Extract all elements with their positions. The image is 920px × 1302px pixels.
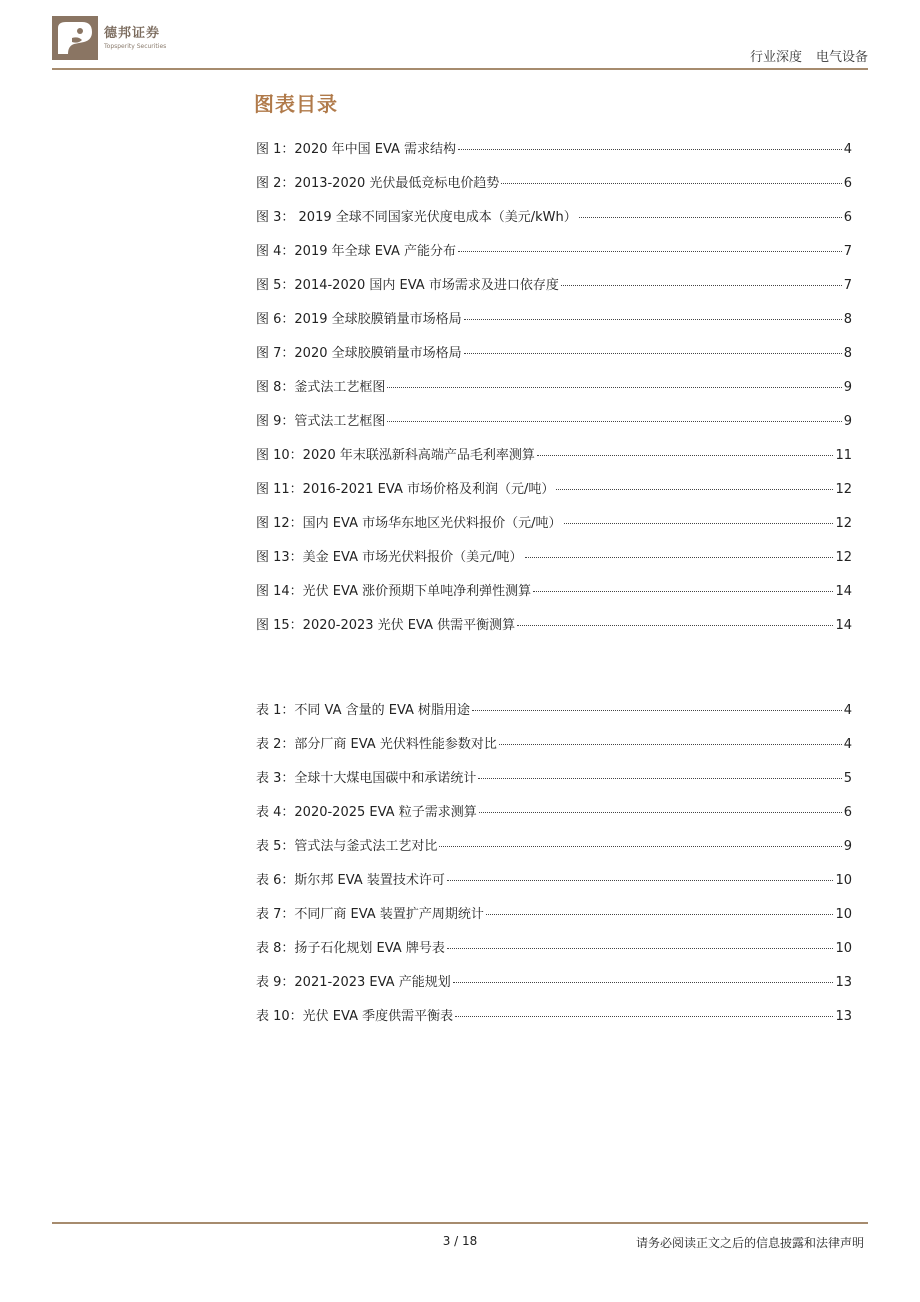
toc-dot-leader xyxy=(387,387,841,388)
toc-entry-page: 9 xyxy=(843,839,852,854)
footer-divider xyxy=(52,1222,868,1224)
toc-figure-entry[interactable] xyxy=(256,614,852,648)
toc-dot-leader xyxy=(439,846,841,847)
toc-entry-page: 5 xyxy=(843,771,852,786)
toc-entry-label: 图 7：2020 全球胶膜销量市场格局 xyxy=(256,346,462,361)
toc-dot-leader xyxy=(464,319,842,320)
header-divider xyxy=(52,68,868,70)
toc-entry-label: 表 7：不同厂商 EVA 装置扩产周期统计 xyxy=(256,907,484,922)
toc-dot-leader xyxy=(537,455,834,456)
toc-entry-label: 图 2：2013-2020 光伏最低竞标电价趋势 xyxy=(256,176,500,191)
toc-table-entry[interactable] xyxy=(256,937,852,971)
toc-entry-page: 14 xyxy=(835,584,852,599)
toc-entry-label: 图 8：釜式法工艺框图 xyxy=(256,380,386,395)
toc-dot-leader xyxy=(525,557,834,558)
toc-entry-label: 图 15：2020-2023 光伏 EVA 供需平衡测算 xyxy=(256,618,516,633)
toc-entry-page: 11 xyxy=(835,448,852,463)
toc-figure-entry[interactable] xyxy=(256,444,852,478)
toc-dot-leader xyxy=(447,948,834,949)
toc-entry-page: 7 xyxy=(843,278,852,293)
toc-entry-page: 8 xyxy=(843,312,852,327)
toc-dot-leader xyxy=(479,812,842,813)
toc-figure-entry[interactable] xyxy=(256,512,852,546)
toc-figure-entry[interactable] xyxy=(256,172,852,206)
toc-entry-label: 表 4：2020-2025 EVA 粒子需求测算 xyxy=(256,805,477,820)
toc-figure-entry[interactable] xyxy=(256,478,852,512)
toc-table-entry[interactable] xyxy=(256,971,852,1005)
toc-entry-label: 图 1：2020 年中国 EVA 需求结构 xyxy=(256,142,457,157)
toc-entry-page: 10 xyxy=(835,873,852,888)
toc-dot-leader xyxy=(472,710,842,711)
toc-figure-entry[interactable] xyxy=(256,274,852,308)
toc-title: 图表目录 xyxy=(254,92,338,116)
toc-entry-label: 表 3：全球十大煤电国碳中和承诺统计 xyxy=(256,771,477,786)
report-category xyxy=(750,46,868,65)
logo-emblem-icon xyxy=(52,16,98,60)
toc-table-entry[interactable] xyxy=(256,1005,852,1039)
toc-dot-leader xyxy=(499,744,842,745)
toc-entry-label: 图 13：美金 EVA 市场光伏料报价（美元/吨） xyxy=(256,550,523,565)
toc-entry-label: 表 8：扬子石化规划 EVA 牌号表 xyxy=(256,941,445,956)
report-sector: 电气设备 xyxy=(815,50,868,65)
toc-entry-page: 4 xyxy=(843,703,852,718)
toc-entry-page: 13 xyxy=(835,975,852,990)
toc-entry-page: 6 xyxy=(843,176,852,191)
toc-dot-leader xyxy=(464,353,842,354)
toc-entry-page: 8 xyxy=(843,346,852,361)
toc-figure-entry[interactable] xyxy=(256,138,852,172)
toc-dot-leader xyxy=(455,1016,833,1017)
toc-entry-page: 4 xyxy=(843,142,852,157)
disclaimer-text: 请务必阅读正文之后的信息披露和法律声明 xyxy=(635,1236,864,1250)
toc-table-entry[interactable] xyxy=(256,903,852,937)
toc-entry-label: 图 6：2019 全球胶膜销量市场格局 xyxy=(256,312,462,327)
toc-entry-page: 4 xyxy=(843,737,852,752)
toc-dot-leader xyxy=(556,489,833,490)
toc-dot-leader xyxy=(458,251,842,252)
report-type: 行业深度 xyxy=(749,50,802,65)
company-logo xyxy=(52,14,182,62)
toc-figure-entry[interactable] xyxy=(256,546,852,580)
logo-chinese-name: 德邦证券 xyxy=(104,25,161,41)
toc-entry-page: 13 xyxy=(835,1009,852,1024)
toc-table-entry[interactable] xyxy=(256,801,852,835)
figure-list xyxy=(256,138,852,648)
toc-entry-label: 表 10：光伏 EVA 季度供需平衡表 xyxy=(256,1009,454,1024)
toc-figure-entry[interactable] xyxy=(256,206,852,240)
toc-entry-page: 10 xyxy=(835,907,852,922)
toc-figure-entry[interactable] xyxy=(256,580,852,614)
toc-entry-label: 图 4：2019 年全球 EVA 产能分布 xyxy=(256,244,457,259)
toc-figure-entry[interactable] xyxy=(256,308,852,342)
table-list xyxy=(256,699,852,1039)
toc-dot-leader xyxy=(478,778,841,779)
toc-figure-entry[interactable] xyxy=(256,376,852,410)
toc-dot-leader xyxy=(533,591,833,592)
toc-dot-leader xyxy=(501,183,841,184)
toc-entry-page: 14 xyxy=(835,618,852,633)
toc-entry-label: 表 9：2021-2023 EVA 产能规划 xyxy=(256,975,451,990)
toc-figure-entry[interactable] xyxy=(256,240,852,274)
toc-entry-label: 图 12：国内 EVA 市场华东地区光伏料报价（元/吨） xyxy=(256,516,562,531)
toc-entry-label: 图 14：光伏 EVA 涨价预期下单吨净利弹性测算 xyxy=(256,584,532,599)
page-number: 3 / 18 xyxy=(442,1234,478,1248)
toc-dot-leader xyxy=(579,217,842,218)
toc-entry-page: 12 xyxy=(835,550,852,565)
toc-figure-entry[interactable] xyxy=(256,342,852,376)
toc-dot-leader xyxy=(387,421,841,422)
toc-entry-label: 图 10：2020 年末联泓新科高端产品毛利率测算 xyxy=(256,448,535,463)
toc-entry-label: 表 5：管式法与釜式法工艺对比 xyxy=(256,839,438,854)
toc-entry-page: 6 xyxy=(843,805,852,820)
toc-entry-label: 表 1：不同 VA 含量的 EVA 树脂用途 xyxy=(256,703,471,718)
toc-table-entry[interactable] xyxy=(256,869,852,903)
toc-dot-leader xyxy=(564,523,834,524)
toc-entry-page: 6 xyxy=(843,210,852,225)
toc-dot-leader xyxy=(561,285,842,286)
toc-entry-page: 10 xyxy=(835,941,852,956)
logo-english-name: Topsperity Securities xyxy=(104,42,167,50)
toc-entry-label: 图 9：管式法工艺框图 xyxy=(256,414,386,429)
toc-table-entry[interactable] xyxy=(256,835,852,869)
toc-table-entry[interactable] xyxy=(256,767,852,801)
toc-dot-leader xyxy=(447,880,834,881)
toc-dot-leader xyxy=(453,982,834,983)
toc-entry-label: 图 5：2014-2020 国内 EVA 市场需求及进口依存度 xyxy=(256,278,559,293)
toc-entry-page: 7 xyxy=(843,244,852,259)
toc-dot-leader xyxy=(517,625,833,626)
toc-entry-label: 图 11：2016-2021 EVA 市场价格及利润（元/吨） xyxy=(256,482,555,497)
toc-entry-page: 9 xyxy=(843,414,852,429)
toc-dot-leader xyxy=(486,914,834,915)
toc-entry-page: 12 xyxy=(835,482,852,497)
toc-table-entry[interactable] xyxy=(256,733,852,767)
toc-entry-page: 12 xyxy=(835,516,852,531)
toc-figure-entry[interactable] xyxy=(256,410,852,444)
toc-entry-label: 图 3： 2019 全球不同国家光伏度电成本（美元/kWh） xyxy=(256,210,577,225)
toc-table-entry[interactable] xyxy=(256,699,852,733)
toc-dot-leader xyxy=(458,149,842,150)
toc-entry-page: 9 xyxy=(843,380,852,395)
toc-entry-label: 表 2：部分厂商 EVA 光伏料性能参数对比 xyxy=(256,737,497,752)
toc-entry-label: 表 6：斯尔邦 EVA 装置技术许可 xyxy=(256,873,445,888)
